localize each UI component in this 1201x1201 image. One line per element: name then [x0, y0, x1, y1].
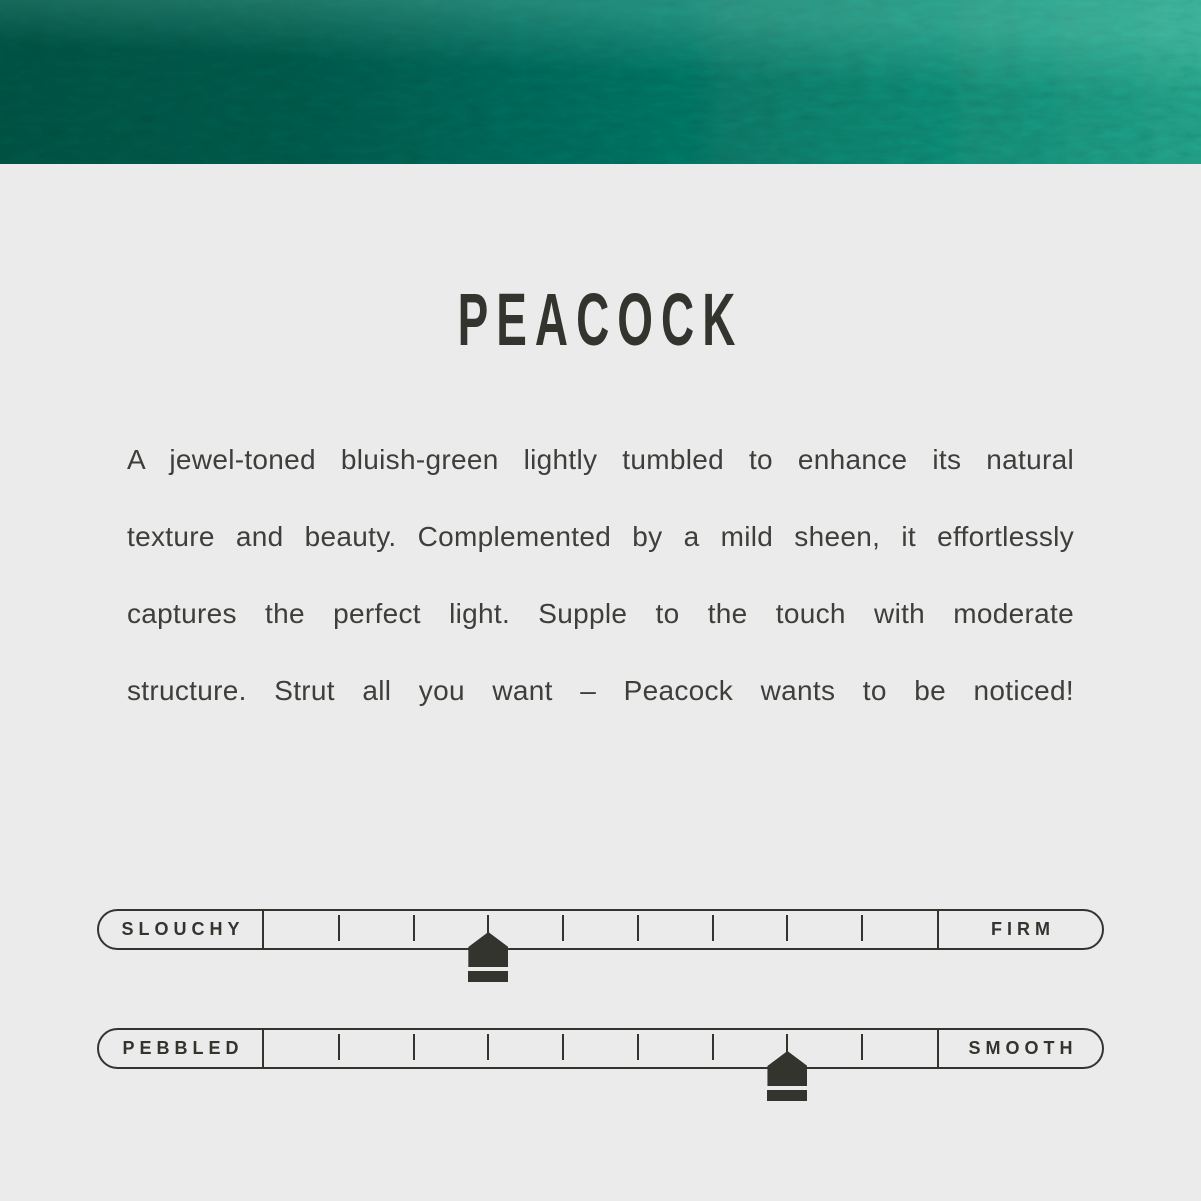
description-line: A jewel-toned bluish-green lightly tumbled to enhance its natural [127, 444, 1074, 475]
tick-mark [861, 915, 863, 941]
scale-right-section [937, 911, 1102, 948]
tick-mark [786, 915, 788, 941]
scale-left-label: SLOUCHY [121, 919, 245, 939]
tick-mark [637, 915, 639, 941]
tick-mark [338, 915, 340, 941]
leather-swatch-image [0, 0, 1201, 164]
tick-mark [562, 915, 564, 941]
position-marker-icon [468, 932, 508, 982]
pebbled-smooth-scale [97, 1028, 1104, 1069]
tick-mark [712, 1034, 714, 1060]
scale-track [264, 911, 937, 948]
slouchy-firm-scale [97, 909, 1104, 950]
tick-mark [413, 1034, 415, 1060]
page-title: PEACOCK [457, 278, 744, 361]
tick-mark [637, 1034, 639, 1060]
scale-left-label: PEBBLED [122, 1038, 244, 1058]
tick-mark [861, 1034, 863, 1060]
marker-base-bar [767, 1090, 807, 1101]
tick-mark [487, 1034, 489, 1060]
description-line: structure. Strut all you want – Peacock wants to be noticed! [127, 675, 1074, 706]
marker-base-bar [468, 971, 508, 982]
scale-right-section [937, 1030, 1102, 1067]
scale-left-section [99, 911, 264, 948]
scale-track [264, 1030, 937, 1067]
scale-right-label: SMOOTH [968, 1038, 1078, 1058]
tick-mark [413, 915, 415, 941]
description-line: texture and beauty. Complemented by a mild sheen, it effortlessly [127, 521, 1074, 552]
tick-mark [562, 1034, 564, 1060]
color-description [127, 443, 1074, 751]
marker-arrow-shape [767, 1051, 807, 1086]
position-marker-icon [767, 1051, 807, 1101]
tick-mark [338, 1034, 340, 1060]
tick-mark [712, 915, 714, 941]
scale-right-label: FIRM [991, 919, 1055, 939]
scale-left-section [99, 1030, 264, 1067]
description-line: captures the perfect light. Supple to the touch with moderate [127, 598, 1074, 629]
marker-arrow-shape [468, 932, 508, 967]
